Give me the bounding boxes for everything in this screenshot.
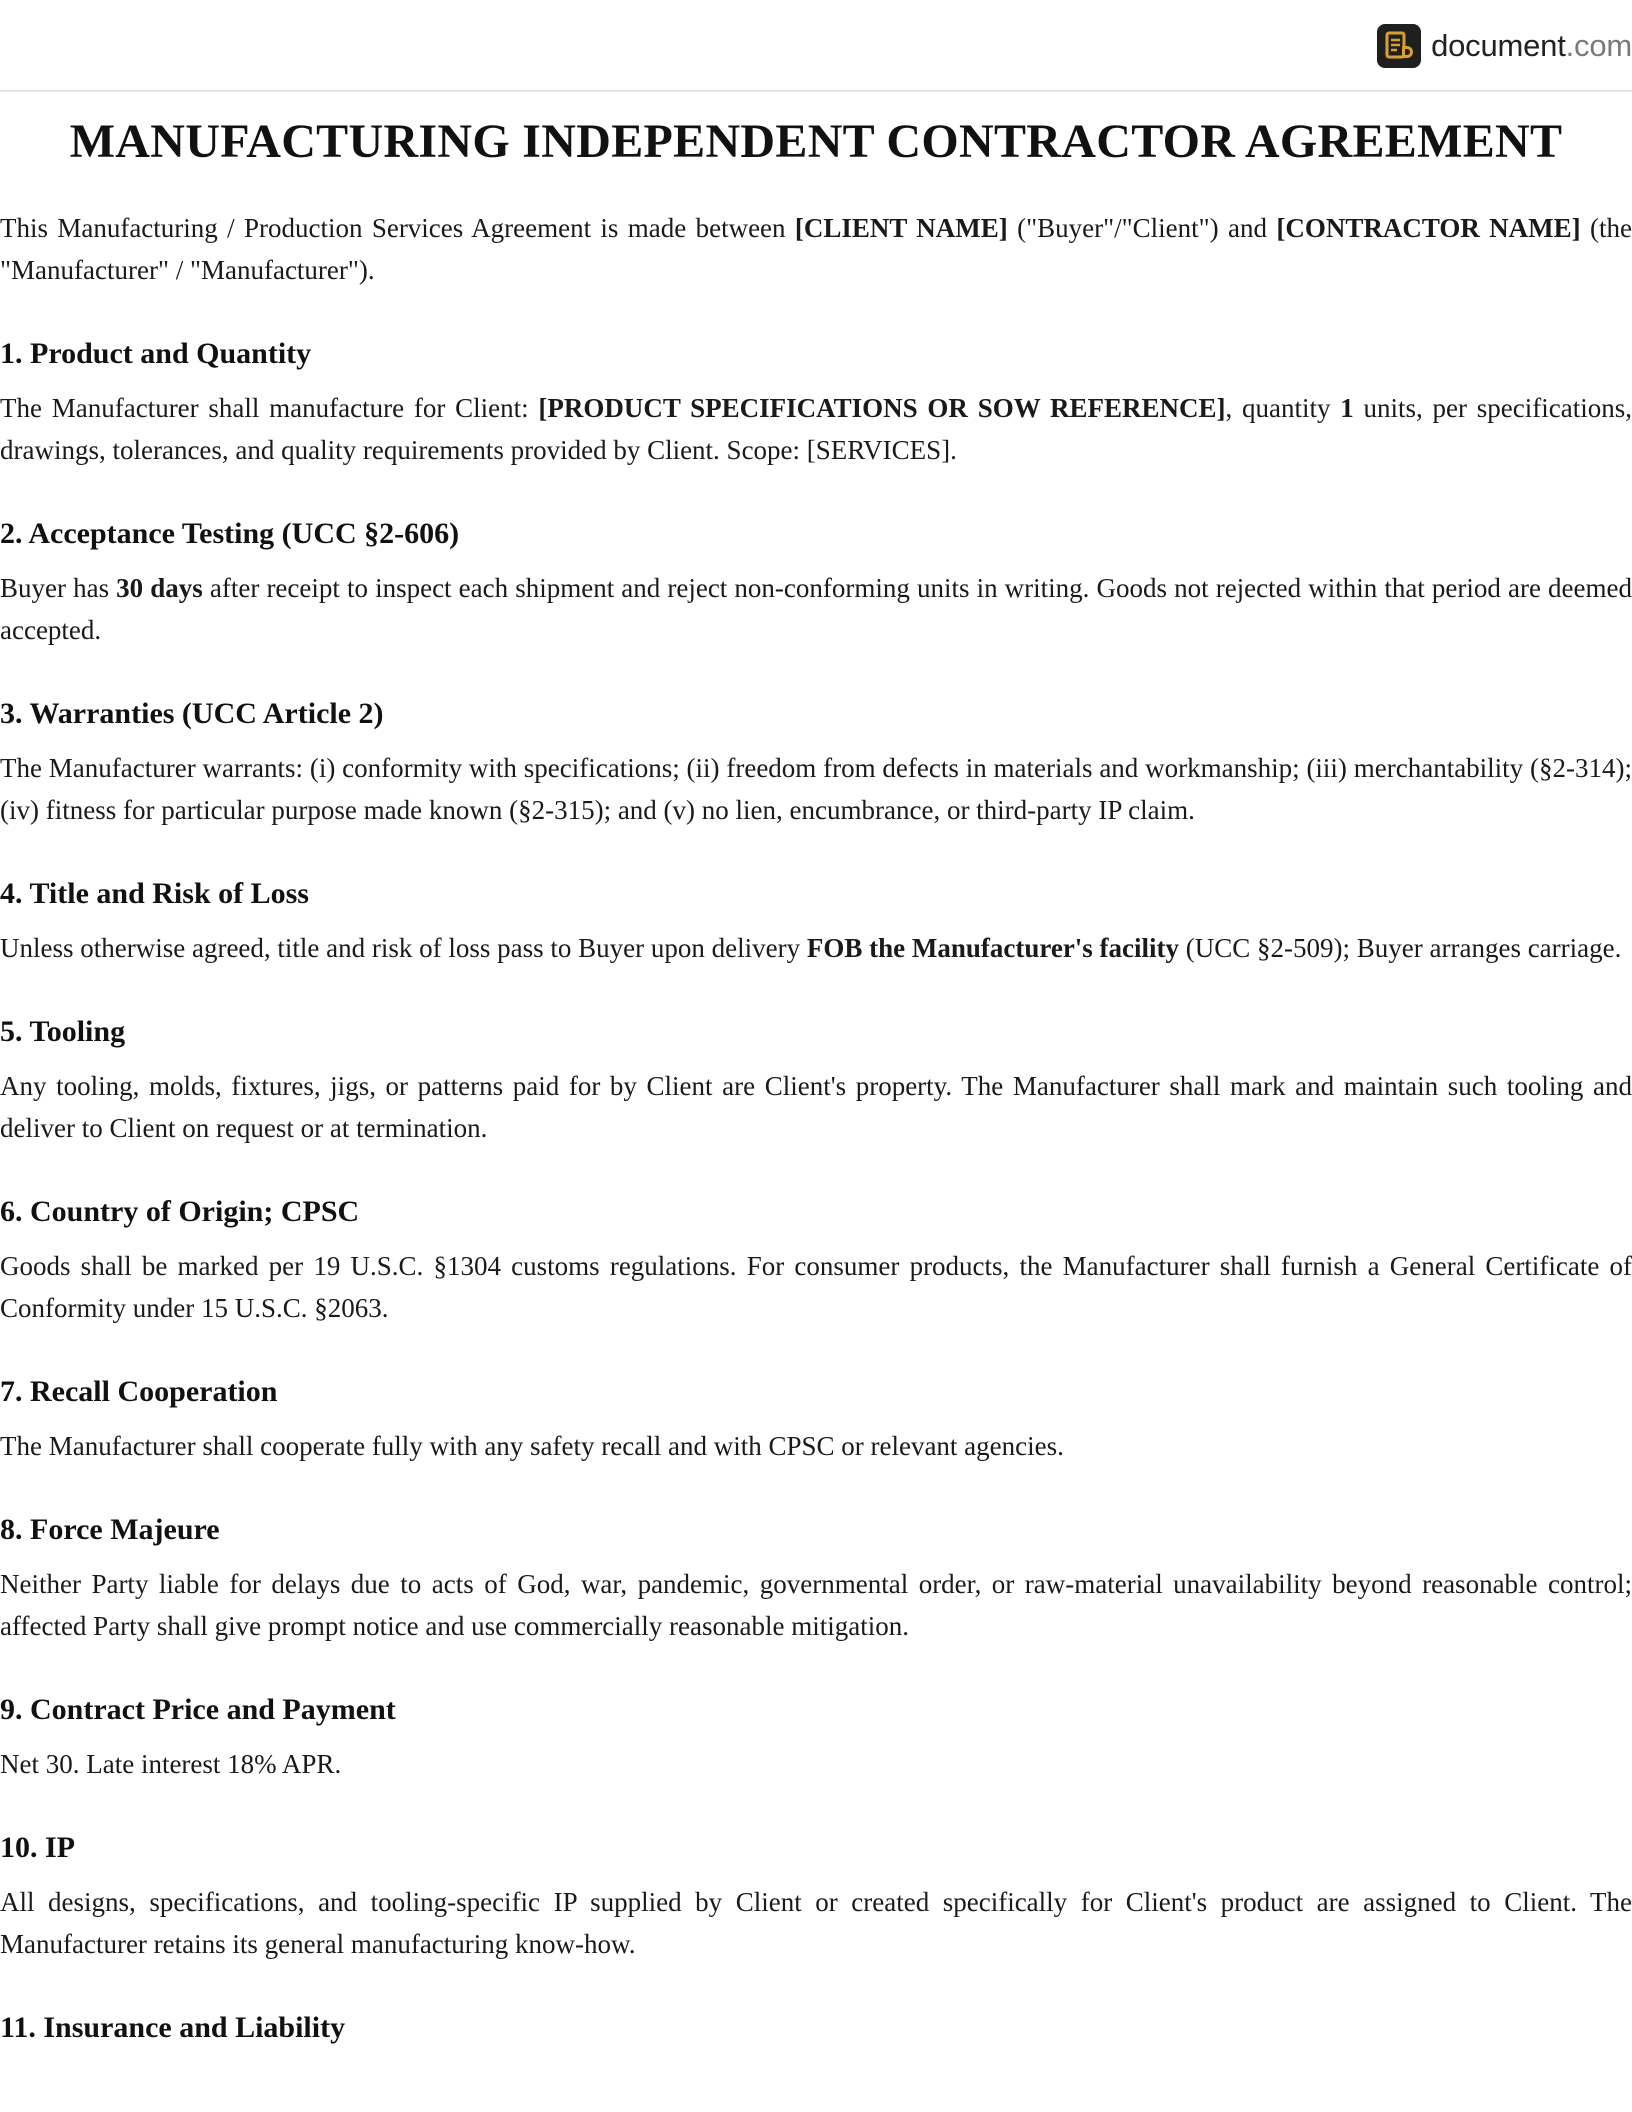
section-heading: 4. Title and Risk of Loss (0, 877, 309, 911)
section-text: Buyer has 30 days after receipt to inspect each shipment and reject non-conforming units in writing. Goods not rejected within that period are deemed accepted. (0, 573, 1632, 646)
section-warranties (0, 695, 1632, 831)
contractor-name-placeholder: [CONTRACTOR NAME] (1276, 213, 1581, 244)
section-country-of-origin (0, 1193, 1632, 1329)
document-title: MANUFACTURING INDEPENDENT CONTRACTOR AGREEMENT (69, 115, 1563, 168)
section-tooling (0, 1013, 1632, 1149)
page-header (0, 0, 1632, 92)
section-heading: 6. Country of Origin; CPSC (0, 1195, 360, 1229)
section-heading: 1. Product and Quantity (0, 337, 312, 371)
document-body (0, 92, 1632, 2091)
intro-paragraph: This Manufacturing / Production Services Agreement is made between [CLIENT NAME] ("Buyer"/"Client") and [CONTRACTOR NAME] (the "Manufacturer" / "Manufacturer"). (0, 213, 1632, 286)
brand-logo[interactable] (1377, 22, 1632, 70)
section-text: The Manufacturer shall manufacture for Client: [PRODUCT SPECIFICATIONS OR SOW REFERENCE], quantity 1 units, per specifications, drawings, tolerances, and quality requirements provided by Client. Scope: [SERVICES]. (0, 393, 1632, 466)
document-logo-icon (1377, 24, 1421, 68)
section-text: Any tooling, molds, fixtures, jigs, or patterns paid for by Client are Client's property. The Manufacturer shall mark and maintain such tooling and deliver to Client on request or at termination. (0, 1071, 1632, 1144)
section-text: The Manufacturer shall cooperate fully with any safety recall and with CPSC or relevant agencies. (0, 1431, 1064, 1462)
section-ip (0, 1829, 1632, 1965)
section-heading: 9. Contract Price and Payment (0, 1693, 396, 1727)
section-heading: 2. Acceptance Testing (UCC §2-606) (0, 517, 460, 551)
section-heading: 11. Insurance and Liability (0, 2011, 346, 2045)
section-text: Unless otherwise agreed, title and risk of loss pass to Buyer upon delivery FOB the Manufacturer's facility (UCC §2-509); Buyer arranges carriage. (0, 933, 1622, 964)
section-text: Net 30. Late interest 18% APR. (0, 1749, 342, 1780)
section-acceptance-testing (0, 515, 1632, 651)
section-product-quantity (0, 335, 1632, 471)
section-heading: 3. Warranties (UCC Article 2) (0, 697, 384, 731)
section-heading: 5. Tooling (0, 1015, 126, 1049)
client-name-placeholder: [CLIENT NAME] (794, 213, 1008, 244)
section-title-risk (0, 875, 1632, 969)
brand-name: document.com (1431, 28, 1632, 63)
section-heading: 8. Force Majeure (0, 1513, 220, 1547)
section-text: Goods shall be marked per 19 U.S.C. §1304 customs regulations. For consumer products, the Manufacturer shall furnish a General Certificate of Conformity under 15 U.S.C. §2063. (0, 1251, 1632, 1324)
section-insurance-liability (0, 2009, 1632, 2047)
section-heading: 10. IP (0, 1831, 75, 1865)
section-heading: 7. Recall Cooperation (0, 1375, 278, 1409)
section-force-majeure (0, 1511, 1632, 1647)
section-text: All designs, specifications, and tooling-specific IP supplied by Client or created specifically for Client's product are assigned to Client. The Manufacturer retains its general manufacturing know-how. (0, 1887, 1632, 1960)
section-text: Neither Party liable for delays due to acts of God, war, pandemic, governmental order, or raw-material unavailability beyond reasonable control; affected Party shall give prompt notice and use commercially reasonable mitigation. (0, 1569, 1632, 1642)
section-contract-price (0, 1691, 1632, 1785)
section-text: The Manufacturer warrants: (i) conformity with specifications; (ii) freedom from defects in materials and workmanship; (iii) merchantability (§2-314); (iv) fitness for particular purpose made known (§2-315); and (v) no lien, encumbrance, or third-party IP claim. (0, 753, 1632, 826)
section-recall-cooperation (0, 1373, 1632, 1467)
